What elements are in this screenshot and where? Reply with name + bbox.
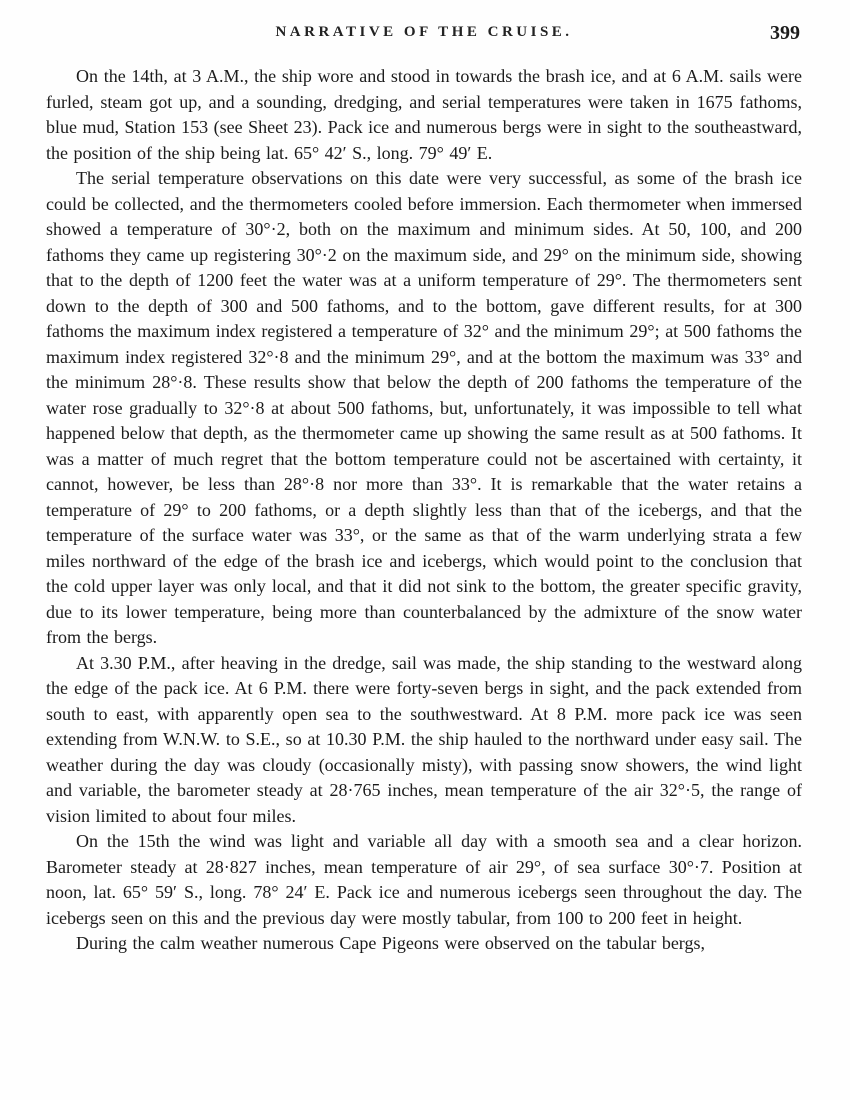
paragraph-4: On the 15th the wind was light and variable all day with a smooth sea and a clear horizon. Barometer steady at 28·827 inches, mean temperature of air 29°, of sea surface 30°·7. Position at noon, lat. 65° 59′ S., long. 78° 24′ E. Pack ice and numerous icebergs seen throughout the day. The icebergs seen on this and the previous day were mostly tabular, from 100 to 200 feet in height. — [46, 831, 802, 928]
running-header-title: NARRATIVE OF THE CRUISE. — [275, 24, 573, 40]
page-number: 399 — [770, 22, 800, 44]
page-body — [46, 64, 802, 957]
paragraph-1: On the 14th, at 3 A.M., the ship wore and stood in towards the brash ice, and at 6 A.M. sails were furled, steam got up, and a sounding, dredging, and serial temperatures were taken in 1675 fathoms, blue mud, Station 153 (see Sheet 23). Pack ice and numerous bergs were in sight to the southeastward, the position of the ship being lat. 65° 42′ S., long. 79° 49′ E. — [46, 66, 802, 163]
running-header — [46, 24, 802, 48]
paragraph-3: At 3.30 P.M., after heaving in the dredge, sail was made, the ship standing to the westward along the edge of the pack ice. At 6 P.M. there were forty-seven bergs in sight, and the pack extended from south to east, with apparently open sea to the southwestward. At 8 P.M. more pack ice was seen extending from W.N.W. to S.E., so at 10.30 P.M. the ship hauled to the northward under easy sail. The weather during the day was cloudy (occasionally misty), with passing snow showers, the wind light and variable, the barometer steady at 28·765 inches, mean temperature of the air 32°·5, the range of vision limited to about four miles. — [46, 652, 802, 826]
paragraph-2: The serial temperature observations on this date were very successful, as some of the brash ice could be collected, and the thermometers cooled before immersion. Each thermometer when immersed showed a temperature of 30°·2, both on the maximum and minimum sides. At 50, 100, and 200 fathoms they came up registering 30°·2 on the maximum side, and 29° on the minimum side, showing that to the depth of 1200 feet the water was at a uniform temperature of 29°. The thermometers sent down to the depth of 300 and 500 fathoms, and to the bottom, gave different results, for at 300 fathoms the maximum index registered a temperature of 32° and the minimum 29°; at 500 fathoms the maximum index registered 32°·8 and the minimum 29°, and at the bottom the maximum was 33° and the minimum 28°·8. These results show that below the depth of 200 fathoms the temperature of the water rose gradually to 32°·8 at about 500 fathoms, but, unfortunately, it was impossible to tell what happened below that depth, as the thermometer came up showing the same result as at 500 fathoms. It was a matter of much regret that the bottom temperature could not be ascertained with certainty, it cannot, however, be less than 28°·8 nor more than 33°. It is remarkable that the water retains a temperature of 29° to 200 fathoms, or a depth slightly less than that of the icebergs, and that the temperature of the surface water was 33°, or the same as that of the warm underlying strata a few miles northward of the edge of the brash ice and icebergs, which would point to the conclusion that the cold upper layer was only local, and that it did not sink to the bottom, the greater specific gravity, due to its lower temperature, being more than counterbalanced by the admixture of the snow water from the bergs. — [46, 168, 802, 647]
paragraph-5: During the calm weather numerous Cape Pigeons were observed on the tabular bergs, — [76, 933, 705, 953]
